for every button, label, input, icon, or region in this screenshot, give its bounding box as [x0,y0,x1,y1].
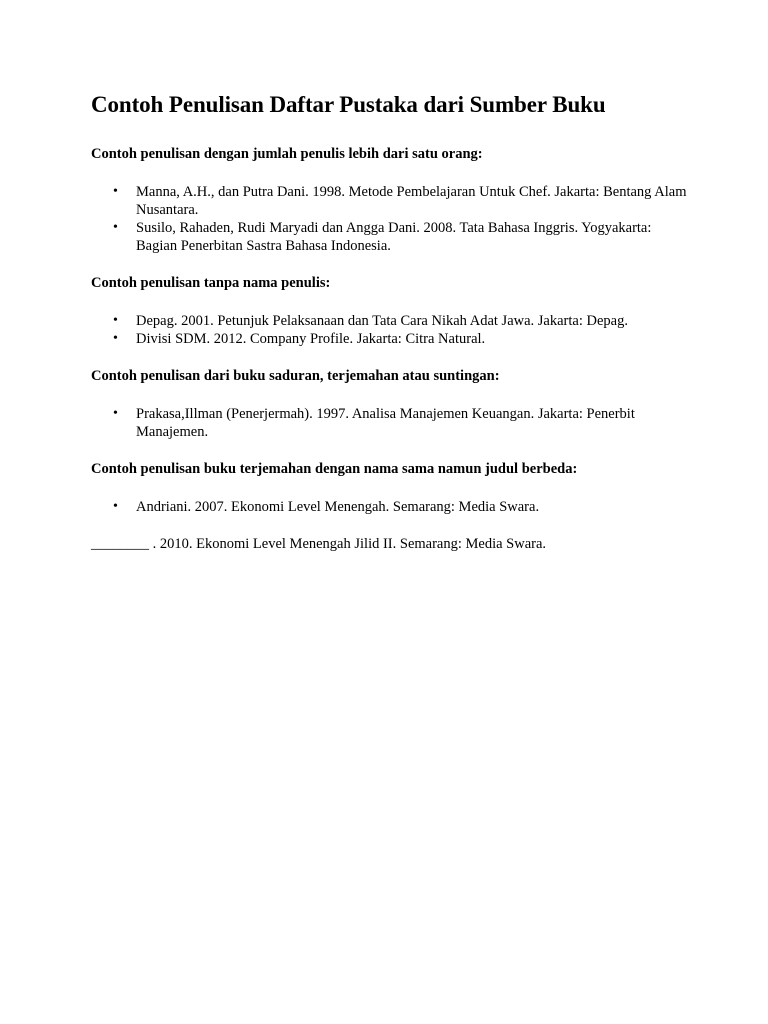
reference-list [91,183,688,255]
section-heading: Contoh penulisan buku terjemahan dengan nama sama namun judul berbeda: [91,461,578,477]
bullet-icon: • [113,331,118,346]
reference-text: Divisi SDM. 2012. Company Profile. Jakarta: Citra Natural. [136,331,486,347]
reference-item [91,312,693,330]
reference-item [91,219,693,255]
reference-text: Manna, A.H., dan Putra Dani. 1998. Metode Pembelajaran Untuk Chef. Jakarta: Bentang Alam Nusantara. [136,184,687,218]
section-same-author-different-title [91,460,688,553]
reference-item [91,498,693,516]
reference-item [91,183,693,219]
reference-text: Andriani. 2007. Ekonomi Level Menengah. Semarang: Media Swara. [136,499,540,515]
reference-list [91,312,688,348]
reference-item [91,405,693,441]
bullet-icon: • [113,499,118,514]
reference-continuation-line: ________ . 2010. Ekonomi Level Menengah Jilid II. Semarang: Media Swara. [91,536,547,552]
reference-list [91,405,688,441]
page-title: Contoh Penulisan Daftar Pustaka dari Sumber Buku [91,92,606,117]
section-heading: Contoh penulisan dari buku saduran, terjemahan atau suntingan: [91,368,500,384]
bullet-icon: • [113,184,118,199]
bullet-icon: • [113,406,118,421]
reference-text: Depag. 2001. Petunjuk Pelaksanaan dan Tata Cara Nikah Adat Jawa. Jakarta: Depag. [136,313,628,329]
reference-text: Prakasa,Illman (Penerjermah). 1997. Analisa Manajemen Keuangan. Jakarta: Penerbit Manajemen. [136,406,635,440]
section-translation [91,367,688,441]
reference-item [91,330,693,348]
reference-text: Susilo, Rahaden, Rudi Maryadi dan Angga Dani. 2008. Tata Bahasa Inggris. Yogyakarta: Bagian Penerbitan Sastra Bahasa Indonesia. [136,220,652,254]
reference-list [91,498,688,516]
bullet-icon: • [113,220,118,235]
section-multiple-authors [91,145,688,255]
section-heading: Contoh penulisan dengan jumlah penulis lebih dari satu orang: [91,146,483,162]
section-heading: Contoh penulisan tanpa nama penulis: [91,275,331,291]
bullet-icon: • [113,313,118,328]
section-no-author [91,274,688,348]
